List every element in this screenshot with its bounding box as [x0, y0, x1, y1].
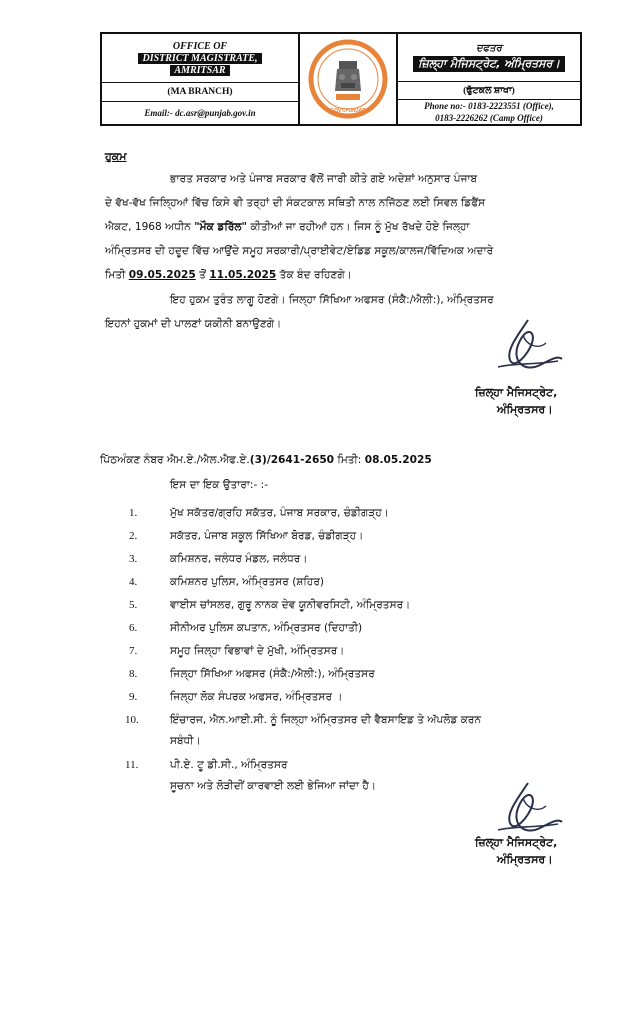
order-line3-rest: ਕੀਤੀਆਂ ਜਾ ਰਹੀਆਂ ਹਨ। ਜਿਸ ਨੂੰ ਮੁੱਖ ਰੱਖਦੇ ਹੋਏ ਜਿਲ੍ਹਾ	[247, 221, 470, 233]
list-item-number: 11.	[125, 759, 139, 771]
endorsement-date-label: ਮਿਤੀ:	[334, 454, 365, 466]
signature-2-place: ਅੰਮ੍ਰਿਤਸਰ।	[497, 853, 553, 866]
mock-drill-text: "ਮੌਕ ਡਰਿੱਲ"	[194, 221, 248, 233]
list-item-number: 10.	[125, 714, 139, 726]
order-heading: ਹੁਕਮ	[105, 150, 127, 163]
start-date: 09.05.2025	[128, 269, 196, 281]
endorsement-line	[100, 453, 432, 467]
phone-office: Phone no:- 0183-2223551 (Office),	[424, 101, 554, 111]
endorsement-date: 08.05.2025	[364, 454, 432, 466]
list-item: ਪੀ.ਏ. ਟੂ ਡੀ.ਸੀ., ਅੰਮ੍ਰਿਤਸਰ	[170, 759, 288, 771]
district-magistrate-text: DISTRICT MAGISTRATE,	[138, 53, 261, 64]
signature-1-place: ਅੰਮ੍ਰਿਤਸਰ।	[497, 403, 553, 416]
branch-english: (MA BRANCH)	[102, 83, 298, 102]
list-item-number: 3.	[129, 553, 138, 565]
list-item: ਕਮਿਸ਼ਨਰ ਪੁਲਿਸ, ਅੰਮ੍ਰਿਤਸਰ (ਸ਼ਹਿਰ)	[170, 576, 325, 588]
list-item-number: 7.	[129, 645, 138, 657]
district-magistrate-punjabi-text: ਜ਼ਿਲ੍ਹਾ ਮੈਜਿਸਟ੍ਰੇਟ, ਅੰਮ੍ਰਿਤਸਰ।	[413, 56, 565, 72]
date-to: ਤੋਂ	[195, 269, 210, 281]
seal-container	[300, 34, 398, 124]
date-prefix: ਮਿਤੀ	[105, 269, 129, 281]
order-paragraph2-line2: ਇਹਨਾਂ ਹੁਕਮਾਂ ਦੀ ਪਾਲਣਾਂ ਯਕੀਨੀ ਬਨਾਉਣਗੇ।	[105, 318, 282, 330]
endorsement-number: (3)/2641-2650	[249, 454, 335, 466]
list-item-continuation: ਸੂਚਨਾ ਅਤੇ ਲੋੜੀਦੀਂ ਕਾਰਵਾਈ ਲਈ ਭੇਜਿਆ ਜਾਂਦਾ ਹੈ।	[170, 780, 377, 792]
list-item: ਇੰਚਾਰਜ, ਐਨ.ਆਈ.ਸੀ. ਨੂੰ ਜਿਲ੍ਹਾ ਅੰਮ੍ਰਿਤਸਰ ਦੀ ਵੈਬਸਾਇਡ ਤੇ ਅੱਪਲੋਡ ਕਰਨ	[170, 714, 482, 726]
list-item: ਸਕੱਤਰ, ਪੰਜਾਬ ਸਕੂਲ ਸਿੱਖਿਆ ਬੋਰਡ, ਚੰਡੀਗੜ੍ਹ।	[170, 530, 364, 542]
phone-block	[398, 100, 580, 124]
order-paragraph2-line1: ਇਹ ਹੁਕਮ ਤੁਰੰਤ ਲਾਗੂ ਹੋਣਗੇ। ਜਿਲ੍ਹਾ ਸਿੱਖਿਆ ਅਫਸਰ (ਸੰਕੈ:/ਐਲੀ:), ਅੰਮ੍ਰਿਤਸਰ	[170, 294, 494, 306]
order-paragraph1-line3	[105, 220, 470, 234]
office-name-punjabi	[398, 34, 580, 82]
order-paragraph1-line2: ਦੇ ਵੱਖ-ਵੱਖ ਜਿਲ੍ਹਿਆਂ ਵਿੱਚ ਕਿਸੇ ਵੀ ਤਰ੍ਹਾਂ ਦੀ ਸੰਕਟਕਾਲ ਸਥਿਤੀ ਨਾਲ ਨਜਿੱਠਣ ਲਈ ਸਿਵਲ ਡਿਫੈਂਸ	[105, 197, 486, 209]
end-date: 11.05.2025	[209, 269, 277, 281]
seal-text: GOVT.PUNJAB	[330, 108, 366, 114]
list-item: ਕਮਿਸ਼ਨਰ, ਜਲੰਧਰ ਮੰਡਲ, ਜਲੰਧਰ।	[170, 553, 308, 565]
list-item-number: 5.	[129, 599, 138, 611]
list-item-number: 6.	[129, 622, 138, 634]
amritsar-text: AMRITSAR	[170, 65, 229, 76]
order-paragraph1-line1: ਭਾਰਤ ਸਰਕਾਰ ਅਤੇ ਪੰਜਾਬ ਸਰਕਾਰ ਵੱਲੋਂ ਜਾਰੀ ਕੀਤੇ ਗਏ ਅਦੇਸ਼ਾਂ ਅਨੁਸਾਰ ਪੰਜਾਬ	[170, 173, 478, 185]
list-item-number: 2.	[129, 530, 138, 542]
signature-1-icon	[488, 315, 568, 385]
list-item: ਮੁੱਖ ਸਕੱਤਰ/ਗ੍ਰਹਿ ਸਕੱਤਰ, ਪੰਜਾਬ ਸਰਕਾਰ, ਚੰਡੀਗੜ੍ਹ।	[170, 507, 389, 519]
list-item: ਸੀਨੀਅਰ ਪੁਲਿਸ ਕਪਤਾਨ, ਅੰਮ੍ਰਿਤਸਰ (ਦਿਹਾਤੀ)	[170, 622, 363, 634]
office-of-text: OFFICE OF	[172, 40, 228, 52]
list-item-continuation: ਸਬੰਧੀ।	[170, 735, 201, 747]
list-item: ਵਾਈਸ ਚਾਂਸਲਰ, ਗੁਰੂ ਨਾਨਕ ਦੇਵ ਯੂਨੀਵਰਸਿਟੀ, ਅੰਮ੍ਰਿਤਸਰ।	[170, 599, 411, 611]
civil-defence-act-text: ਐਕਟ, 1968 ਅਧੀਨ	[105, 221, 195, 233]
phone-camp: 0183-2226262 (Camp Office)	[435, 113, 543, 123]
list-item-number: 9.	[129, 691, 138, 703]
list-item-number: 1.	[129, 507, 138, 519]
branch-punjabi: (ਫੁੱਟਕਲ ਸ਼ਾਖਾ)	[398, 82, 580, 100]
daftar-text: ਦਫਤਰ	[476, 43, 502, 55]
signature-2-title: ਜ਼ਿਲ੍ਹਾ ਮੈਜਿਸਟ੍ਰੇਟ,	[475, 836, 558, 849]
copy-forwarded-line: ਇਸ ਦਾ ਇਕ ਉਤਾਰਾ:- :-	[170, 479, 269, 491]
order-paragraph1-line4: ਅੰਮ੍ਰਿਤਸਰ ਦੀ ਹਦੂਦ ਵਿੱਚ ਆਉਂਦੇ ਸਮੂਹ ਸਰਕਾਰੀ/ਪ੍ਰਾਈਵੇਟ/ਏਡਿਡ ਸਕੂਲ/ਕਾਲਜ/ਵਿੱਦਿਅਕ ਅਦਾਰੇ	[105, 245, 494, 257]
list-item-number: 8.	[129, 668, 138, 680]
signature-1-title: ਜ਼ਿਲ੍ਹਾ ਮੈਜਿਸਟ੍ਰੇਟ,	[475, 386, 558, 399]
office-name-english	[102, 34, 298, 83]
list-item: ਸਮੂਹ ਜਿਲ੍ਹਾ ਵਿਭਾਵਾਂ ਦੇ ਮੁੱਖੀ, ਅੰਮ੍ਰਿਤਸਰ।	[170, 645, 345, 657]
email-text: Email:- dc.asr@punjab.gov.in	[144, 108, 256, 118]
letterhead-right	[398, 34, 580, 124]
punjab-government-seal-icon	[308, 39, 388, 119]
endorsement-prefix: ਪਿੱਠਅੰਕਣ ਨੰਬਰ ਐਮ.ਏ./ਐਲ.ਐਫ.ਏ.	[100, 454, 250, 466]
letterhead-left	[102, 34, 300, 124]
list-item-number: 4.	[129, 576, 138, 588]
list-item: ਜਿਲ੍ਹਾ ਸਿੱਖਿਆ ਅਫਸਰ (ਸੰਕੈ:/ਐਲੀ:), ਅੰਮ੍ਰਿਤਸਰ	[170, 668, 375, 680]
list-item: ਜਿਲ੍ਹਾ ਲੋਕ ਸੰਪਰਕ ਅਫਸਰ, ਅੰਮ੍ਰਿਤਸਰ ।	[170, 691, 343, 703]
letterhead	[100, 32, 582, 126]
order-paragraph1-line5	[105, 268, 352, 282]
closure-text: ਤੱਕ ਬੰਦ ਰਹਿਣਗੇ।	[276, 269, 352, 281]
